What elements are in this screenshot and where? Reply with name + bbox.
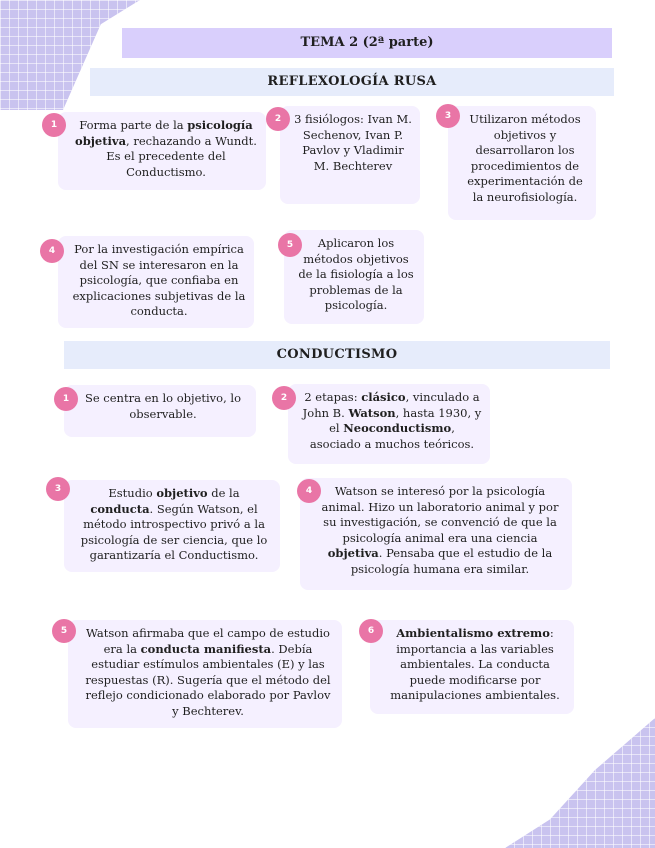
section-heading-reflexologia: REFLEXOLOGÍA RUSA [90, 68, 614, 96]
card-text-bold: conducta [90, 501, 150, 516]
card-text: . Pensaba que el estudio de la psicología humana era similar. [350, 546, 553, 576]
card-text-bold: Watson [348, 405, 396, 420]
card-text: Por la investigación empírica del SN se interesaron en la psicología, que confiaba en explicaciones subjetivas de la conducta. [72, 242, 246, 318]
card-text-bold: objetivo [156, 486, 208, 500]
card-text: : importancia a las variables ambientales. La conducta puede modificarse por manipulaciones ambientales. [390, 626, 560, 702]
card-text: Watson afirmaba que el campo de estudio era la [86, 626, 330, 656]
number-badge: 2 [272, 386, 296, 410]
grid-decoration-bottom-right [505, 718, 655, 848]
section-heading-conductismo: CONDUCTISMO [64, 341, 610, 369]
card-text-bold: Ambientalismo extremo [396, 626, 550, 640]
number-badge: 5 [52, 619, 76, 643]
card-text: , hasta 1930, y el [329, 405, 482, 435]
page-title: TEMA 2 (2ª parte) [122, 28, 612, 58]
card-text-bold: objetiva [327, 546, 379, 560]
number-badge: 4 [297, 479, 321, 503]
card-text: , rechazando a Wundt. Es el precedente del Conductismo. [106, 133, 257, 179]
card-text: , asociado a muchos teóricos. [309, 421, 475, 451]
reflexologia-card-3 [448, 106, 596, 220]
number-badge: 3 [436, 104, 460, 128]
card-text-bold: Neoconductismo [343, 421, 452, 435]
conductismo-card-6 [370, 620, 574, 714]
card-text: Watson se interesó por la psicología animal. Hizo un laboratorio animal y por su investigación, se convenció de que la psicología animal era una ciencia [321, 484, 559, 545]
conductismo-card-3 [64, 480, 280, 572]
card-text-bold: conducta manifiesta [140, 641, 272, 656]
card-text: . Debía estudiar estímulos ambientales (E) y las respuestas (R). Sugería que el método del reflejo condicionado elaborado por Pavlov y Bechterev. [85, 641, 331, 718]
number-badge: 1 [54, 387, 78, 411]
number-badge: 6 [359, 619, 383, 643]
conductismo-card-4 [300, 478, 572, 590]
card-text: Aplicaron los métodos objetivos de la fisiología a los problemas de la psicología. [298, 236, 414, 312]
card-text: Estudio [108, 486, 157, 500]
card-text-bold: psicología objetiva [75, 118, 253, 148]
card-text: . Según Watson, el método introspectivo privó a la psicología de ser ciencia, que lo garantizaría el Conductismo. [80, 501, 268, 562]
reflexologia-card-1 [58, 112, 266, 190]
card-text: , vinculado a John B. [302, 390, 480, 420]
conductismo-card-2 [288, 384, 490, 464]
card-text: 3 fisiólogos: Ivan M. Sechenov, Ivan P. Pavlov y Vladimir M. Bechterev [294, 112, 412, 173]
number-badge: 2 [266, 107, 290, 131]
number-badge: 4 [40, 239, 64, 263]
reflexologia-card-4 [58, 236, 254, 328]
card-text: Forma parte de la [79, 118, 188, 132]
card-text: de la [207, 486, 240, 500]
card-text: Utilizaron métodos objetivos y desarrollaron los procedimientos de experimentación de la neurofisiología. [467, 112, 583, 204]
number-badge: 1 [42, 113, 66, 137]
card-text-bold: clásico [361, 390, 406, 404]
number-badge: 3 [46, 477, 70, 501]
reflexologia-card-2 [280, 106, 420, 204]
card-text: Se centra en lo objetivo, lo observable. [84, 391, 242, 421]
card-text: 2 etapas: [304, 390, 362, 404]
conductismo-card-1 [64, 385, 256, 437]
conductismo-card-5 [68, 620, 342, 728]
reflexologia-card-5 [284, 230, 424, 324]
number-badge: 5 [278, 233, 302, 257]
